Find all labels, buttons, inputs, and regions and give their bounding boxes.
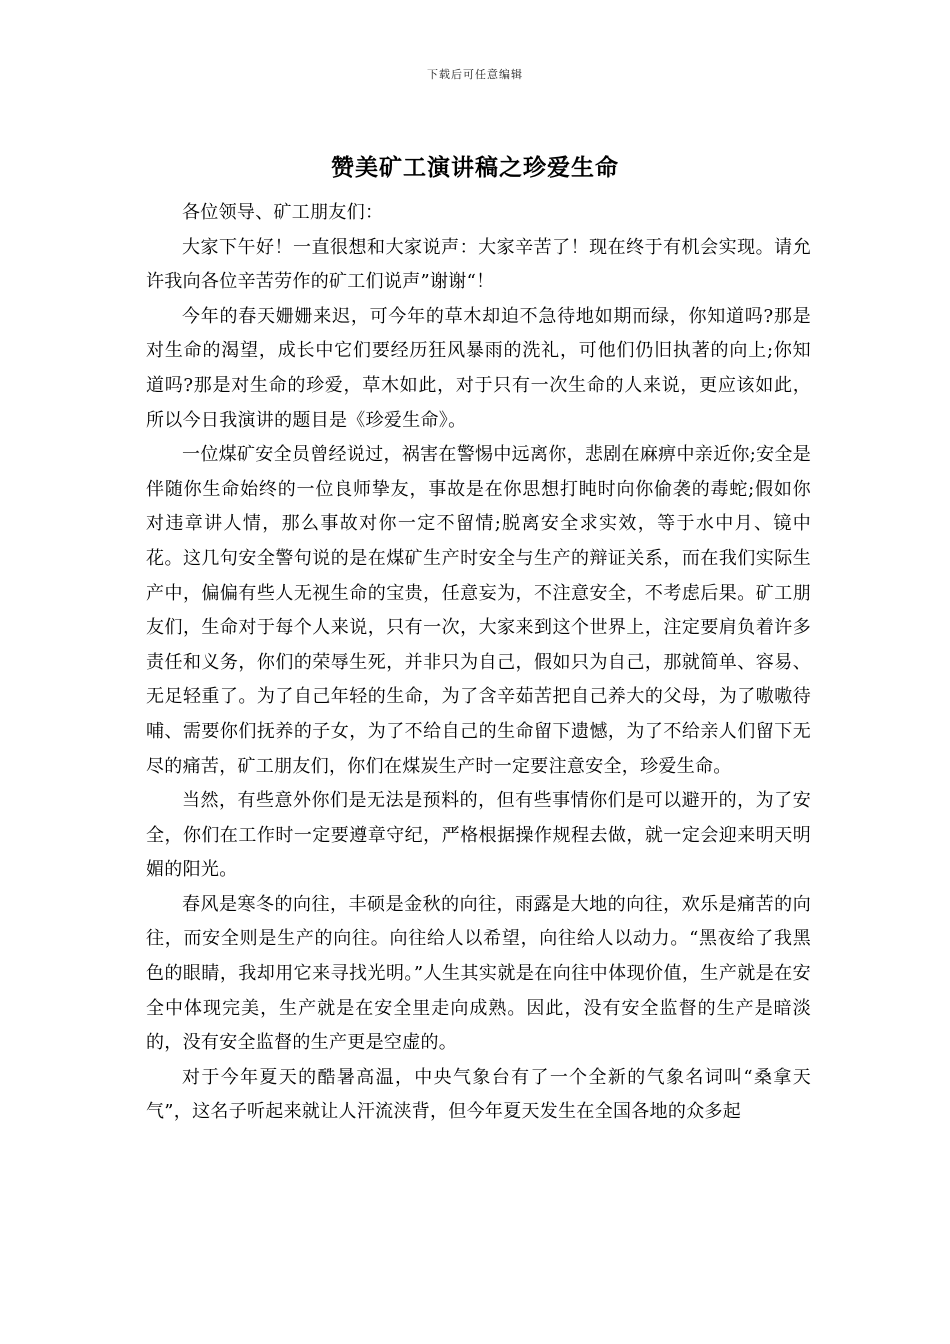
paragraph: 对于今年夏天的酷暑高温，中央气象台有了一个全新的气象名词叫“桑拿天气”，这名子听起来就让人汗流浃背，但今年夏天发生在全国各地的众多起	[146, 1066, 811, 1123]
paragraph: 春风是寒冬的向往，丰硕是金秋的向往，雨露是大地的向往，欢乐是痛苦的向往，而安全则是生产的向往。向往给人以希望，向往给人以动力。“黑夜给了我黑色的眼睛，我却用它来寻找光明。”人生其实就是在向往中体现价值，生产就是在安全中体现完美，生产就是在安全里走向成熟。因此，没有安全监督的生产是暗淡的，没有安全监督的生产更是空虚的。	[146, 893, 811, 1054]
paragraph: 一位煤矿安全员曾经说过，祸害在警惕中远离你，悲剧在麻痹中亲近你;安全是伴随你生命始终的一位良师挚友，事故是在你思想打盹时向你偷袭的毒蛇;假如你对违章讲人情，那么事故对你一定不留情;脱离安全求实效，等于水中月、镜中花。这几句安全警句说的是在煤矿生产时安全与生产的辩证关系，而在我们实际生产中，偏偏有些人无视生命的宝贵，任意妄为，不注意安全，不考虑后果。矿工朋友们，生命对于每个人来说，只有一次，大家来到这个世界上，注定要肩负着许多责任和义务，你们的荣辱生死，并非只为自己，假如只为自己，那就简单、容易、无足轻重了。为了自己年轻的生命，为了含辛茹苦把自己养大的父母，为了嗷嗷待哺、需要你们抚养的子女，为了不给自己的生命留下遗憾，为了不给亲人们留下无尽的痛苦，矿工朋友们，你们在煤炭生产时一定要注意安全，珍爱生命。	[146, 444, 811, 777]
document-title: 赞美矿工演讲稿之珍爱生命	[331, 154, 619, 181]
header-note: 下载后可任意编辑	[427, 68, 523, 81]
document-body	[146, 196, 811, 1130]
paragraph: 大家下午好！一直很想和大家说声：大家辛苦了！现在终于有机会实现。请允许我向各位辛苦劳作的矿工们说声”谢谢“！	[146, 236, 811, 293]
paragraph-greeting: 各位领导、矿工朋友们：	[182, 202, 384, 223]
paragraph: 今年的春天姗姗来迟，可今年的草木却迫不急待地如期而绿，你知道吗?那是对生命的渴望，成长中它们要经历狂风暴雨的洗礼，可他们仍旧执著的向上;你知道吗?那是对生命的珍爱，草木如此，对于只有一次生命的人来说，更应该如此，所以今日我演讲的题目是《珍爱生命》。	[146, 305, 811, 431]
paragraph: 当然，有些意外你们是无法是预料的，但有些事情你们是可以避开的，为了安全，你们在工作时一定要遵章守纪，严格根据操作规程去做，就一定会迎来明天明媚的阳光。	[146, 790, 811, 881]
